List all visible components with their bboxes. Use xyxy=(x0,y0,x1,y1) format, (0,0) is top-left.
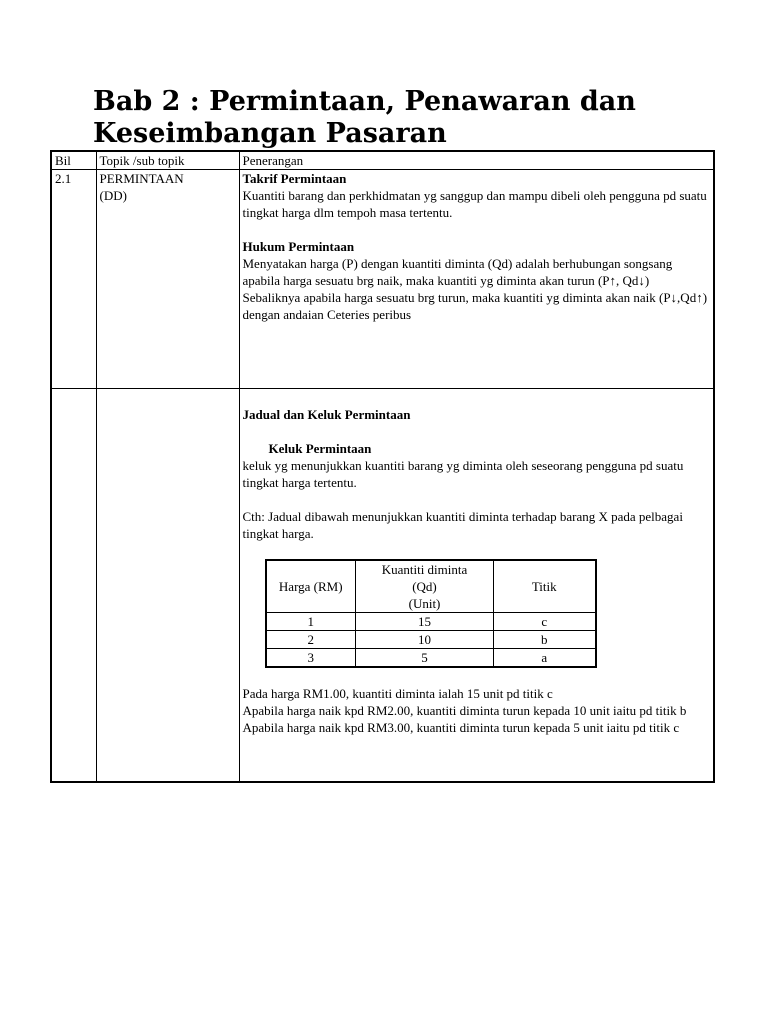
cth-text: Cth: Jadual dibawah menunjukkan kuantiti diminta terhadap barang X pada pelbagai tingkat harga. xyxy=(242,509,683,541)
header-bil: Bil xyxy=(51,151,96,170)
hukum-text-2: apabila harga sesuatu brg naik, maka kuantiti yg diminta akan turun (P↑, Qd↓) xyxy=(242,273,650,288)
title-line-1: Bab 2 : Permintaan, Penawaran dan xyxy=(93,86,636,117)
note-3: Apabila harga naik kpd RM3.00, kuantiti diminta turun kepada 5 unit iaitu pd titik c xyxy=(242,720,680,735)
cell-titik: c xyxy=(494,613,596,631)
schedule-header-harga: Harga (RM) xyxy=(266,560,356,613)
topik-line-1: PERMINTAAN xyxy=(99,171,184,186)
row2-penerangan xyxy=(239,389,714,782)
note-1: Pada harga RM1.00, kuantiti diminta ialah 15 unit pd titik c xyxy=(242,686,553,701)
qd-header-line-2: (Qd) xyxy=(412,579,437,594)
row2-topik xyxy=(96,389,239,782)
title-line-2: Keseimbangan Pasaran xyxy=(93,118,447,149)
cell-titik: b xyxy=(494,631,596,649)
cell-qd: 15 xyxy=(356,613,494,631)
keluk-heading: Keluk Permintaan xyxy=(268,441,372,456)
cell-harga: 2 xyxy=(266,631,356,649)
topik-line-2: (DD) xyxy=(99,188,127,203)
demand-schedule-table xyxy=(265,559,597,668)
header-topik: Topik /sub topik xyxy=(96,151,239,170)
cell-qd: 10 xyxy=(356,631,494,649)
row1-topik xyxy=(96,170,239,389)
hukum-text-4: dengan andaian Ceteries peribus xyxy=(242,307,412,322)
hukum-text-3: Sebaliknya apabila harga sesuatu brg turun, maka kuantiti yg diminta akan naik (P↓,Qd↑) xyxy=(242,290,708,305)
schedule-header-qd xyxy=(356,560,494,613)
cell-qd: 5 xyxy=(356,649,494,668)
keluk-text: keluk yg menunjukkan kuantiti barang yg diminta oleh seseorang pengguna pd suatu tingkat harga tertentu. xyxy=(242,458,684,490)
table-row xyxy=(51,389,714,782)
takrif-heading: Takrif Permintaan xyxy=(242,171,347,186)
schedule-header-titik: Titik xyxy=(494,560,596,613)
takrif-text: Kuantiti barang dan perkhidmatan yg sanggup dan mampu dibeli oleh pengguna pd suatu tingkat harga dlm tempoh masa tertentu. xyxy=(242,188,707,220)
qd-header-line-3: (Unit) xyxy=(408,596,441,611)
row2-bil xyxy=(51,389,96,782)
table-row xyxy=(51,170,714,389)
cell-harga: 3 xyxy=(266,649,356,668)
qd-header-line-1: Kuantiti diminta xyxy=(381,562,468,577)
table-header-row xyxy=(51,151,714,170)
hukum-heading: Hukum Permintaan xyxy=(242,239,355,254)
hukum-text-1: Menyatakan harga (P) dengan kuantiti diminta (Qd) adalah berhubungan songsang xyxy=(242,256,673,271)
schedule-header-row xyxy=(266,560,596,613)
header-penerangan: Penerangan xyxy=(239,151,714,170)
note-2: Apabila harga naik kpd RM2.00, kuantiti diminta turun kepada 10 unit iaitu pd titik b xyxy=(242,703,687,718)
notes-table xyxy=(50,150,715,783)
jadual-heading: Jadual dan Keluk Permintaan xyxy=(242,407,411,422)
cell-harga: 1 xyxy=(266,613,356,631)
cell-titik: a xyxy=(494,649,596,668)
table-row xyxy=(266,649,596,668)
row1-bil: 2.1 xyxy=(51,170,96,389)
table-row xyxy=(266,613,596,631)
page-title xyxy=(93,86,713,150)
row1-penerangan xyxy=(239,170,714,389)
table-row xyxy=(266,631,596,649)
